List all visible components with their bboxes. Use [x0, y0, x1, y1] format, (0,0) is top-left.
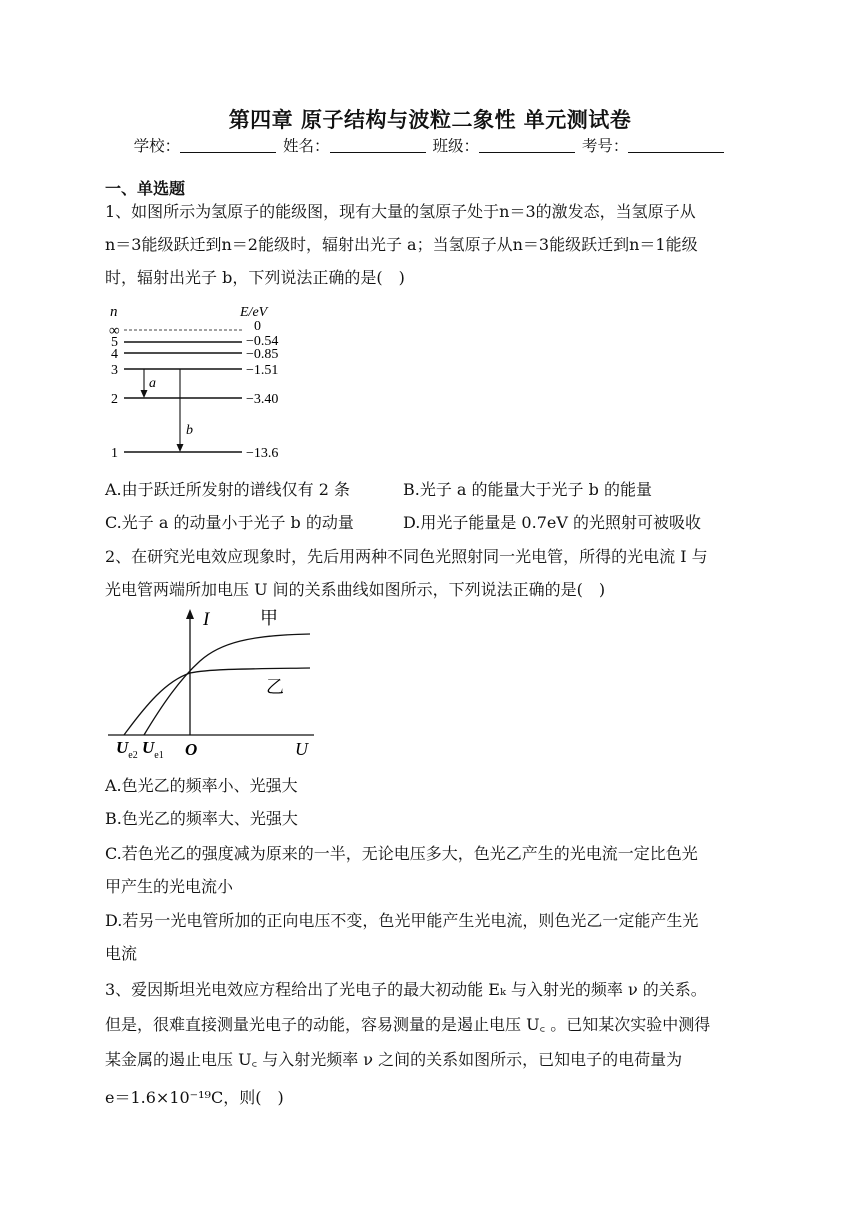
q1-line-2: n＝3能级跃迁到n＝2能级时，辐射出光子 a；当氢原子从n＝3能级跃迁到n＝1能级: [105, 235, 698, 254]
level-e-4: −0.85: [246, 347, 279, 362]
arrow-b-label: b: [186, 423, 193, 438]
ue2-label: $U_{e2}$: [116, 738, 138, 761]
name-label: 姓名：: [283, 137, 330, 155]
level-n-inf: ∞: [109, 323, 120, 339]
energy-level-diagram: [100, 300, 300, 465]
exam-no-blank[interactable]: [628, 138, 724, 153]
q2-option-a[interactable]: A.色光乙的频率小、光强大: [105, 776, 298, 795]
exam-no-label: 考号：: [581, 137, 629, 155]
q1-option-d[interactable]: D.用光子能量是 0.7eV 的光照射可被吸收: [403, 513, 701, 532]
q2-option-d-line-1[interactable]: D.若另一光电管所加的正向电压不变，色光甲能产生光电流，则色光乙一定能产生光: [105, 911, 699, 930]
level-e-1: −13.6: [246, 446, 279, 461]
curve-jia-label: 甲: [260, 608, 278, 628]
q3-line-3: 某金属的遏止电压 U꜀ 与入射光频率 ν 之间的关系如图所示，已知电子的电荷量为: [105, 1050, 683, 1069]
u-axis-label: U: [295, 739, 308, 759]
q3-line-1: 3、爱因斯坦光电效应方程给出了光电子的最大初动能 Eₖ 与入射光的频率 ν 的关系。: [105, 980, 707, 999]
q3-line-4: e＝1.6×10⁻¹⁹C，则( ): [105, 1088, 284, 1107]
q3-line-2: 但是，很难直接测量光电子的动能，容易测量的是遏止电压 U꜀ 。已知某次实验中测得: [105, 1015, 711, 1034]
level-e-inf: 0: [254, 319, 261, 334]
level-n-1: 1: [111, 446, 118, 461]
arrow-a-label: a: [149, 376, 156, 391]
level-e-3: −1.51: [246, 363, 279, 378]
q2-option-d-line-2[interactable]: 电流: [105, 944, 138, 963]
class-label: 班级：: [432, 137, 479, 155]
student-info-row: [0, 134, 860, 156]
ue1-label: $U_{e1}$: [142, 738, 164, 761]
q2-option-c-line-1[interactable]: C.若色光乙的强度减为原来的一半，无论电压多大，色光乙产生的光电流一定比色光: [105, 844, 698, 863]
section-title: 一、单选题: [105, 179, 186, 198]
n-axis-label: n: [110, 304, 118, 320]
q1-option-b[interactable]: B.光子 a 的能量大于光子 b 的能量: [403, 480, 652, 499]
name-blank[interactable]: [330, 138, 426, 153]
q2-option-b[interactable]: B.色光乙的频率大、光强大: [105, 809, 298, 828]
level-n-5: 5: [111, 335, 118, 350]
q2-line-1: 2、在研究光电效应现象时，先后用两种不同色光照射同一光电管，所得的光电流 I 与: [105, 547, 708, 566]
level-n-2: 2: [111, 392, 118, 407]
i-axis-label: I: [203, 609, 210, 630]
q1-line-3: 时，辐射出光子 b，下列说法正确的是( ): [105, 268, 405, 287]
level-e-5: −0.54: [246, 334, 279, 349]
class-blank[interactable]: [479, 138, 575, 153]
school-label: 学校：: [133, 137, 181, 155]
curve-yi-label: 乙: [266, 677, 284, 697]
i-axis-arrowhead: [186, 609, 194, 619]
level-n-4: 4: [111, 347, 118, 362]
origin-label: O: [185, 740, 198, 759]
arrow-a-head: [141, 390, 148, 398]
q2-option-c-line-2[interactable]: 甲产生的光电流小: [105, 877, 234, 896]
q2-line-2: 光电管两端所加电压 U 间的关系曲线如图所示，下列说法正确的是( ): [105, 580, 606, 599]
school-blank[interactable]: [180, 138, 276, 153]
level-n-3: 3: [111, 363, 118, 378]
q1-option-a[interactable]: A.由于跃迁所发射的谱线仅有 2 条: [105, 480, 350, 499]
q1-option-c[interactable]: C.光子 a 的动量小于光子 b 的动量: [105, 513, 354, 532]
q1-line-1: 1、如图所示为氢原子的能级图，现有大量的氢原子处于n＝3的激发态，当氢原子从: [105, 202, 696, 221]
level-e-2: −3.40: [246, 392, 279, 407]
energy-axis-label: E/eV: [240, 305, 268, 320]
page-title: 第四章 原子结构与波粒二象性 单元测试卷: [228, 107, 632, 132]
arrow-b-head: [177, 444, 184, 452]
photocurrent-graph: [100, 605, 330, 768]
